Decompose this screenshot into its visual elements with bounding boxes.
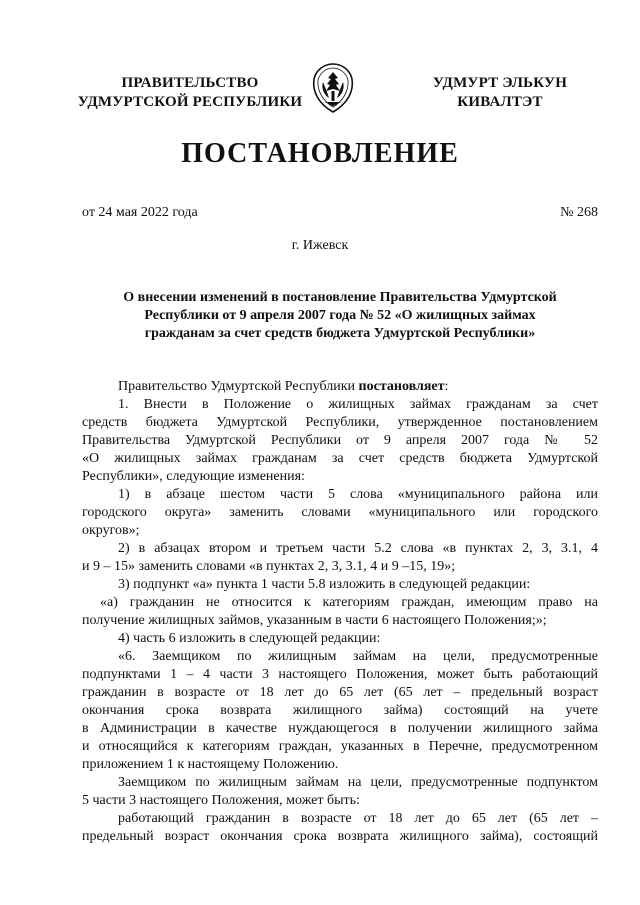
body-line: и относящийся к категориям граждан, указанных в Перечне, предусмотренном — [82, 739, 598, 754]
document-date: от 24 мая 2022 года — [82, 205, 198, 220]
body-intro — [82, 378, 598, 396]
body-line: городского округа» заменить словами «муниципального или городского — [82, 505, 598, 520]
body-line: и 9 – 15» заменить словами «в пунктах 2, 3, 3.1, 4 и 9 –15, 19»; — [82, 559, 456, 574]
body-line: 1. Внести в Положение о жилищных займах гражданам за счет — [118, 397, 598, 412]
issuer-name-russian — [75, 74, 305, 112]
issuer-line: УДМУРТ ЭЛЬКУН — [432, 75, 568, 91]
body-line: подпунктами 1 – 4 части 3 настоящего Положения, может быть работающий — [82, 667, 598, 682]
body-line: окончания срока возврата жилищного займа) состоящий на учете — [82, 703, 598, 718]
issuer-line: УДМУРТСКОЙ РЕСПУБЛИКИ — [77, 94, 303, 110]
body-line: Республики», следующие изменения: — [82, 469, 305, 484]
body-line: приложением 1 к настоящему Положению. — [82, 757, 339, 772]
document-number: № 268 — [560, 205, 598, 220]
issuer-line: КИВАЛТЭТ — [457, 94, 543, 110]
intro-colon: : — [444, 379, 449, 394]
body-line: 1) в абзаце шестом части 5 слова «муниципального района или — [118, 487, 598, 502]
body-line: работающий гражданин в возрасте от 18 лет до 65 лет (65 лет – — [118, 811, 598, 826]
issuer-name-udmurt — [410, 74, 590, 112]
body-line: предельный возраст окончания срока возврата жилищного займа), состоящий — [82, 829, 598, 844]
intro-decree-word: постановляет — [358, 379, 445, 394]
body-line: гражданин в возрасте от 18 лет до 65 лет (65 лет – предельный возраст — [82, 685, 598, 700]
document-subject — [82, 289, 598, 343]
body-line: Заемщиком по жилищным займам на цели, предусмотренные подпунктом — [118, 775, 598, 790]
document-type-title: ПОСТАНОВЛЕНИЕ — [181, 138, 459, 169]
body-line: 3) подпункт «а» пункта 1 части 5.8 изложить в следующей редакции: — [118, 577, 531, 592]
body-line: получение жилищных займов, указанным в части 6 настоящего Положения;»; — [82, 613, 547, 628]
body-line: средств бюджета Удмуртской Республики, утвержденное постановлением — [82, 415, 598, 430]
body-line: в Администрации в качестве нуждающегося в получении жилищного займа — [82, 721, 598, 736]
body-line: округов»; — [82, 523, 140, 538]
coat-of-arms-icon — [311, 62, 355, 114]
body-line: 5 части 3 настоящего Положения, может быть: — [82, 793, 360, 808]
document-city: г. Ижевск — [291, 238, 349, 253]
document-body — [82, 378, 598, 846]
body-line: «а) гражданин не относится к категориям граждан, имеющим право на — [100, 595, 598, 610]
subject-line: гражданам за счет средств бюджета Удмуртской Республики» — [144, 326, 536, 341]
body-line: «6. Заемщиком по жилищным займам на цели, предусмотренные — [118, 649, 598, 664]
intro-text: Правительство Удмуртской Республики — [118, 379, 359, 394]
body-line: «О жилищных займах гражданам за счет средств бюджета Удмуртской — [82, 451, 598, 466]
body-line: Правительства Удмуртской Республики от 9 апреля 2007 года № 52 — [82, 433, 598, 448]
body-line: 4) часть 6 изложить в следующей редакции: — [118, 631, 381, 646]
subject-line: О внесении изменений в постановление Правительства Удмуртской — [123, 290, 557, 305]
body-line: 2) в абзацах втором и третьем части 5.2 слова «в пунктах 2, 3, 3.1, 4 — [118, 541, 598, 556]
subject-line: Республики от 9 апреля 2007 года № 52 «О жилищных займах — [144, 308, 536, 323]
issuer-line: ПРАВИТЕЛЬСТВО — [121, 75, 259, 91]
